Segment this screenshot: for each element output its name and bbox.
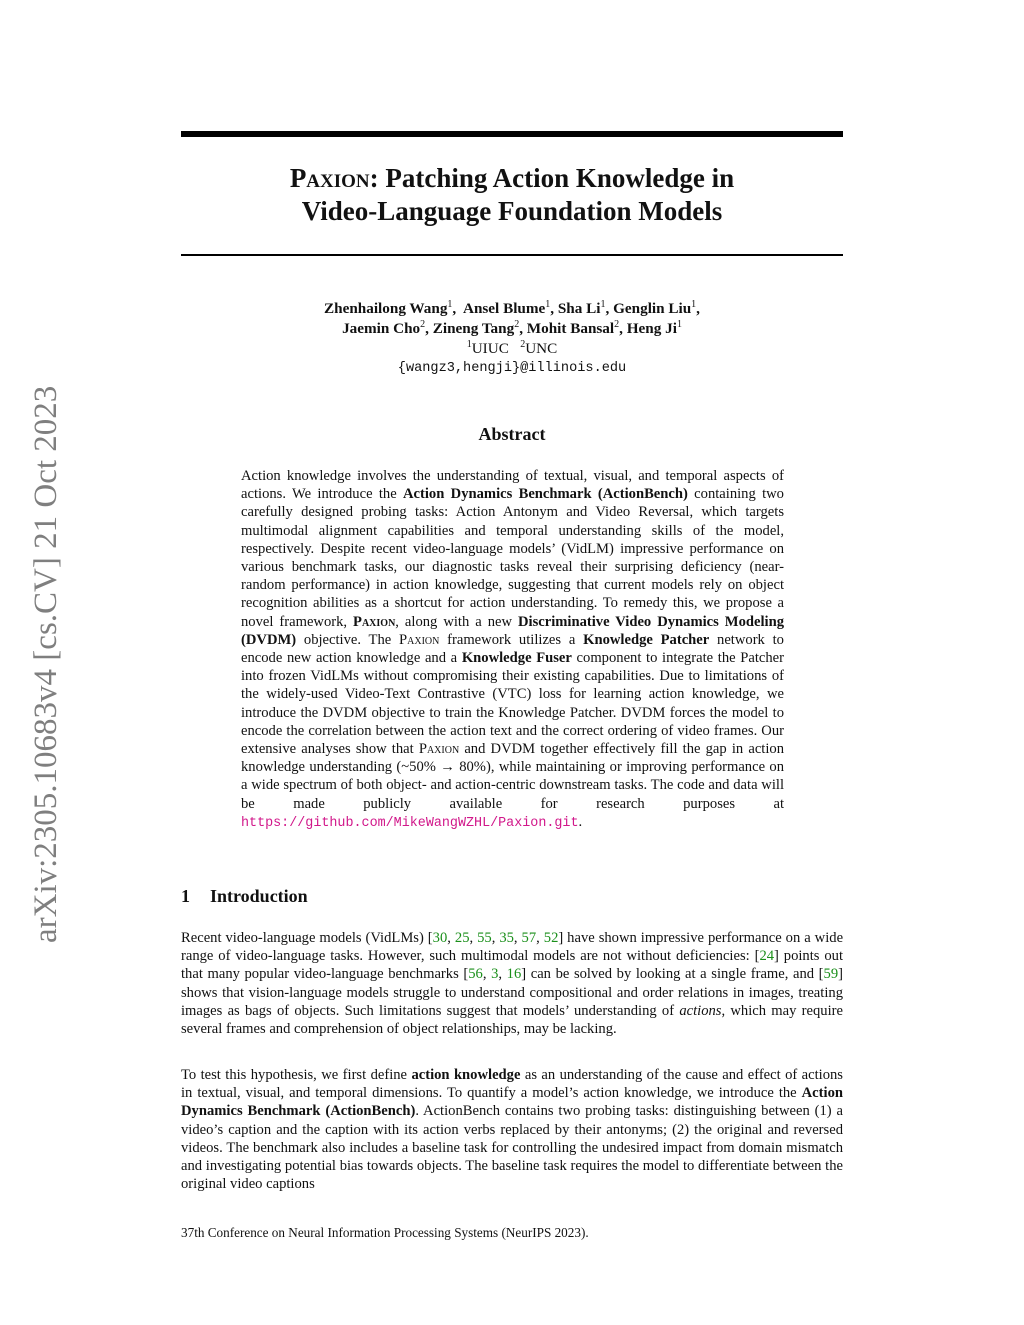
paragraph-text-run: Recent video-language models (VidLMs) [ [181, 930, 433, 946]
author-affiliation: 2 [614, 318, 620, 330]
abstract-method-name: Paxion [399, 631, 440, 648]
section-title: Introduction [210, 886, 308, 906]
section-heading-introduction [181, 886, 308, 907]
citation-link[interactable]: 16 [506, 966, 522, 983]
citation-link[interactable]: 30 [432, 930, 448, 946]
intro-paragraph-2 [181, 1066, 843, 1193]
author-affiliation: 1 [447, 298, 453, 310]
title-method-name: Paxion [289, 163, 370, 193]
affiliation-number: 1 [466, 338, 472, 350]
author-affiliation: 1 [600, 298, 606, 310]
author-affiliation: 1 [545, 298, 551, 310]
citation-link[interactable]: 56 [468, 966, 483, 983]
citation-link[interactable]: 55 [477, 930, 492, 946]
paragraph-text-run: , which may require several frames and comprehension of object relationships, may be lacking. [181, 1002, 843, 1038]
abstract-text-run: component to integrate the Patcher into frozen VidLMs without compromising their existing capabilities. Due to limitations of the widely-used Video-Text Contrastive (VTC) loss for learning action knowledge, we introduce the DVDM objective to train the Knowledge Patcher. DVDM forces the model to encode the correlation between the action text and the correct ordering of video frames. Our extensive analyses show that [241, 650, 785, 758]
citation-link[interactable]: 35 [499, 930, 514, 946]
author-name: Genglin Liu [613, 300, 692, 317]
title-top-rule [181, 131, 843, 137]
paragraph-text-run: ] points out that many popular video-language benchmarks [ [181, 948, 843, 983]
author-name: Sha Li [557, 300, 601, 317]
bold-term: Action Dynamics Benchmark (ActionBench) [181, 1085, 843, 1120]
paragraph-text-run: To test this hypothesis, we first define [181, 1067, 412, 1083]
abstract-heading: Abstract [478, 424, 546, 444]
author-line-2: Jaemin Cho$^2$, Zineng Tang$^2$, Mohit Bansal$^2$, Heng Ji$^1$ [342, 318, 682, 337]
title-line1-rest: : Patching Action Knowledge in [369, 163, 735, 193]
author-name: Zineng Tang [432, 320, 515, 337]
author-affiliation: 1 [676, 318, 682, 330]
section-number: 1 [181, 886, 190, 906]
author-name: Jaemin Cho [342, 320, 421, 337]
abstract-method-name: Paxion [418, 741, 460, 758]
abstract-text-run: network to encode new action knowledge and a [241, 631, 784, 667]
conference-footnote: 37th Conference on Neural Information Processing Systems (NeurIPS 2023). [181, 1225, 589, 1240]
emphasis-actions: actions [679, 1002, 722, 1019]
author-name: Ansel Blume [462, 300, 546, 317]
author-line-1: Zhenhailong Wang$^1$, Ansel Blume$^1$, Sha Li$^1$, Genglin Liu$^1$, [324, 298, 700, 317]
abstract-text-run: . [578, 813, 583, 830]
author-affiliation: 1 [691, 298, 697, 310]
author-affiliation: 2 [514, 318, 520, 330]
author-name: Zhenhailong Wang [324, 300, 448, 317]
intro-paragraph-1: Recent video-language models (VidLMs) [30, 25, 55, 35, 57, 52] have shown impressive performance on a wide range of video-language tasks. However, such multimodal models are not without deficiencies: [24] points out that many popular video-language benchmarks [56, 3, 16] can be solved by looking at a single frame, and [59] shows that vision-language models struggle to understand compositional and order relations in images, treating images as bags of objects. Such limitations suggest that models’ understanding of actions, which may require several frames and comprehension of object relationships, may be lacking. [181, 930, 844, 1038]
affiliations [181, 339, 843, 359]
affiliation-name: UIUC [471, 340, 509, 357]
paragraph-text-run: ] can be solved by looking at a single frame, and [ [521, 966, 824, 983]
paragraph-text-run: ] shows that vision-language models struggle to understand compositional and order relations in images, treating images as bags of objects. Such limitations suggest that models’ understanding of [181, 966, 844, 1019]
author-affiliation: 2 [420, 318, 426, 330]
abstract-bold-term: Action Dynamics Benchmark (ActionBench) [403, 486, 688, 503]
citation-link[interactable]: 25 [454, 930, 470, 946]
bold-term: action knowledge [411, 1067, 521, 1083]
citation-link[interactable]: 24 [759, 948, 775, 965]
abstract-text [241, 467, 784, 833]
affiliation-number: 2 [520, 338, 526, 350]
citation-link[interactable]: 52 [543, 930, 559, 946]
citation-link[interactable]: 57 [521, 930, 537, 946]
abstract-method-name: Paxion [353, 613, 396, 630]
affiliation-name: UNC [525, 340, 558, 357]
paper-title [181, 162, 843, 228]
abstract-bold-term: Discriminative Video Dynamics Modeling (DVDM) [241, 613, 784, 648]
author-name: Heng Ji [626, 320, 677, 337]
arxiv-side-watermark: arXiv:2305.10683v4 [cs.CV] 21 Oct 2023 [28, 385, 64, 943]
citation-link[interactable]: 59 [823, 966, 839, 983]
abstract-text-run: objective. The [296, 631, 400, 648]
title-line2: Video-Language Foundation Models [301, 196, 723, 226]
title-bottom-rule [181, 254, 843, 256]
paragraph-text-run: ] have shown impressive performance on a wide range of video-language tasks. However, such multimodal models are not without deficiencies: [ [181, 930, 844, 965]
paragraph-text-run: as an understanding of the cause and effect of actions in textual, visual, and temporal dimensions. To quantify a model’s action knowledge, we introduce the [181, 1067, 843, 1102]
abstract-text-run: Action knowledge involves the understanding of textual, visual, and temporal aspects of actions. We introduce the [241, 468, 784, 503]
abstract-bold-term: Knowledge Patcher [583, 631, 710, 648]
author-block [181, 299, 843, 379]
abstract-text-run: , along with a new [395, 613, 518, 630]
citation-link[interactable]: 3 [491, 966, 499, 983]
author-email: {wangz3,hengji}@illinois.edu [397, 361, 627, 376]
github-link[interactable]: https://github.com/MikeWangWZHL/Paxion.git [241, 815, 579, 831]
author-name: Mohit Bansal [526, 320, 615, 337]
abstract-text-run: framework utilizes a [439, 631, 584, 648]
abstract-bold-term: Knowledge Fuser [461, 650, 572, 667]
abstract-text-run: containing two carefully designed probing tasks: Action Antonym and Video Reversal, which targets multimodal alignment capabilities and temporal understanding skills of the model, respectively. Despite recent video-language models’ (VidLM) impressive performance on various benchmark tasks, our diagnostic tasks reveal their surprising deficiency (near-random performance) in action knowledge, suggesting that current models rely on object recognition abilities as a shortcut for action understanding. To remedy this, we propose a novel framework, [241, 486, 784, 630]
abstract-text-run: and DVDM together effectively fill the gap in action knowledge understanding (~50% → 80%), while maintaining or improving performance on a wide spectrum of both object- and action-centric downstream tasks. The code and data will be made publicly available for research purposes at [241, 741, 784, 812]
paragraph-text-run: . ActionBench contains two probing tasks: distinguishing between (1) a video’s caption and the caption with its action verbs replaced by their antonyms; (2) the original and reversed videos. The benchmark also includes a baseline task for controlling the undesired impact from domain mismatch and investigating potential bias towards objects. The baseline task requires the model to differentiate between the original video captions [181, 1103, 844, 1193]
